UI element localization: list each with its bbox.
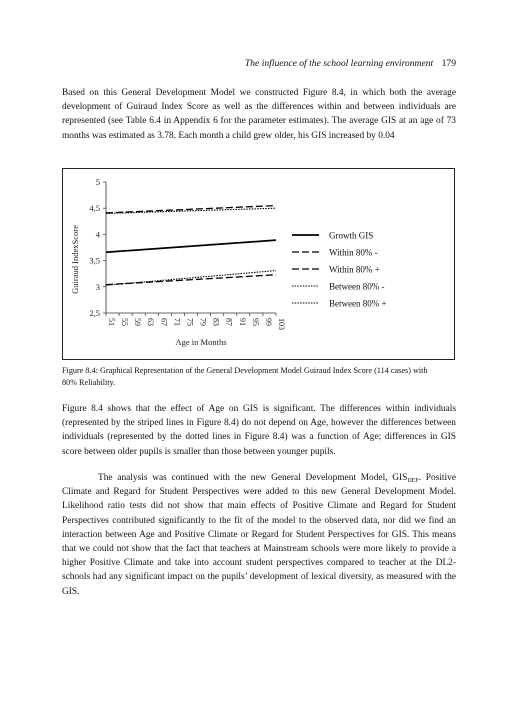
x-axis-title: Age in Months	[175, 337, 227, 347]
paragraph-analysis	[62, 471, 456, 599]
legend-label: Between 80% -	[329, 281, 385, 292]
paragraph-analysis-start: The analysis was continued with the new General Development Model, GIS	[98, 473, 408, 483]
y-axis-title: Guiraud IndexScore	[70, 225, 80, 294]
series-line	[106, 271, 276, 286]
y-tick-label: 5	[95, 177, 100, 187]
legend-label: Within 80% +	[329, 264, 380, 275]
x-tick-label: 99	[263, 318, 273, 326]
x-tick-label: 83	[211, 318, 221, 326]
legend-label: Between 80% +	[329, 298, 387, 309]
x-tick-label: 95	[250, 318, 260, 326]
y-tick-label: 3,5	[89, 255, 100, 266]
gis-development-chart	[63, 169, 456, 361]
y-tick-label: 3	[95, 281, 100, 292]
figure-caption: Figure 8.4: Graphical Representation of the General Development Model Guiraud Index Score (114 cases) with 80% Reliability.	[62, 366, 428, 387]
running-header	[62, 58, 456, 69]
page-number: 179	[441, 58, 456, 69]
x-tick-label: 67	[159, 318, 169, 326]
x-tick-label: 87	[224, 318, 234, 326]
legend-label: Growth GIS	[329, 230, 374, 241]
paragraph-analysis-rest: . Positive Climate and Regard for Student Perspectives were added to this new General Development Model. Likelihood ratio tests did not show that main effects of Positive Climate and Regard for Student Perspectives contributed significantly to the fit of the model to the observed data, nor did we find an interaction between Age and Positive Climate or Regard for Student Perspectives for GIS. This means that we could not show that the fact that teachers at Mainstream schools were more likely to provide a higher Positive Climate and take into account student perspectives compared to teacher at the DL2-schools had any significant impact on the pupils’ development of lexical diversity, as measured with the GIS.	[62, 473, 456, 597]
y-tick-label: 2,5	[89, 308, 100, 318]
series-line	[106, 240, 276, 252]
paragraph-results: Figure 8.4 shows that the effect of Age on GIS is significant. The differences within individuals (represented by the striped lines in Figure 8.4) do not depend on Age, however the differences between individuals (represented by the dotted lines in Figure 8.4) was a function of Age; differences in GIS score between older pupils is smaller than those between younger pupils.	[62, 404, 456, 457]
running-title: The influence of the school learning environment	[244, 58, 434, 69]
x-tick-label: 75	[185, 318, 195, 326]
x-tick-label: 59	[133, 318, 143, 326]
x-tick-label: 91	[237, 318, 247, 326]
x-tick-label: 51	[107, 318, 116, 326]
x-tick-label: 79	[198, 318, 208, 326]
x-tick-label: 63	[146, 318, 156, 326]
legend-label: Within 80% -	[329, 247, 378, 258]
def-subscript: DEF	[407, 478, 419, 484]
y-tick-label: 4	[95, 229, 100, 240]
x-tick-label: 55	[120, 318, 130, 326]
y-tick-label: 4,5	[89, 203, 100, 214]
x-tick-label: 71	[172, 318, 182, 326]
paragraph-intro: Based on this General Development Model we constructed Figure 8.4, in which both the average development of Guiraud Index Score as well as the differences within and between individuals are represented (see Table 6.4 in Appendix 6 for the parameter estimates). The average GIS at an age of 73 months was estimated as 3.78. Each month a child grew older, his GIS increased by 0.04	[62, 88, 456, 141]
figure-8-4	[62, 168, 455, 360]
x-tick-label: 103	[277, 318, 286, 330]
